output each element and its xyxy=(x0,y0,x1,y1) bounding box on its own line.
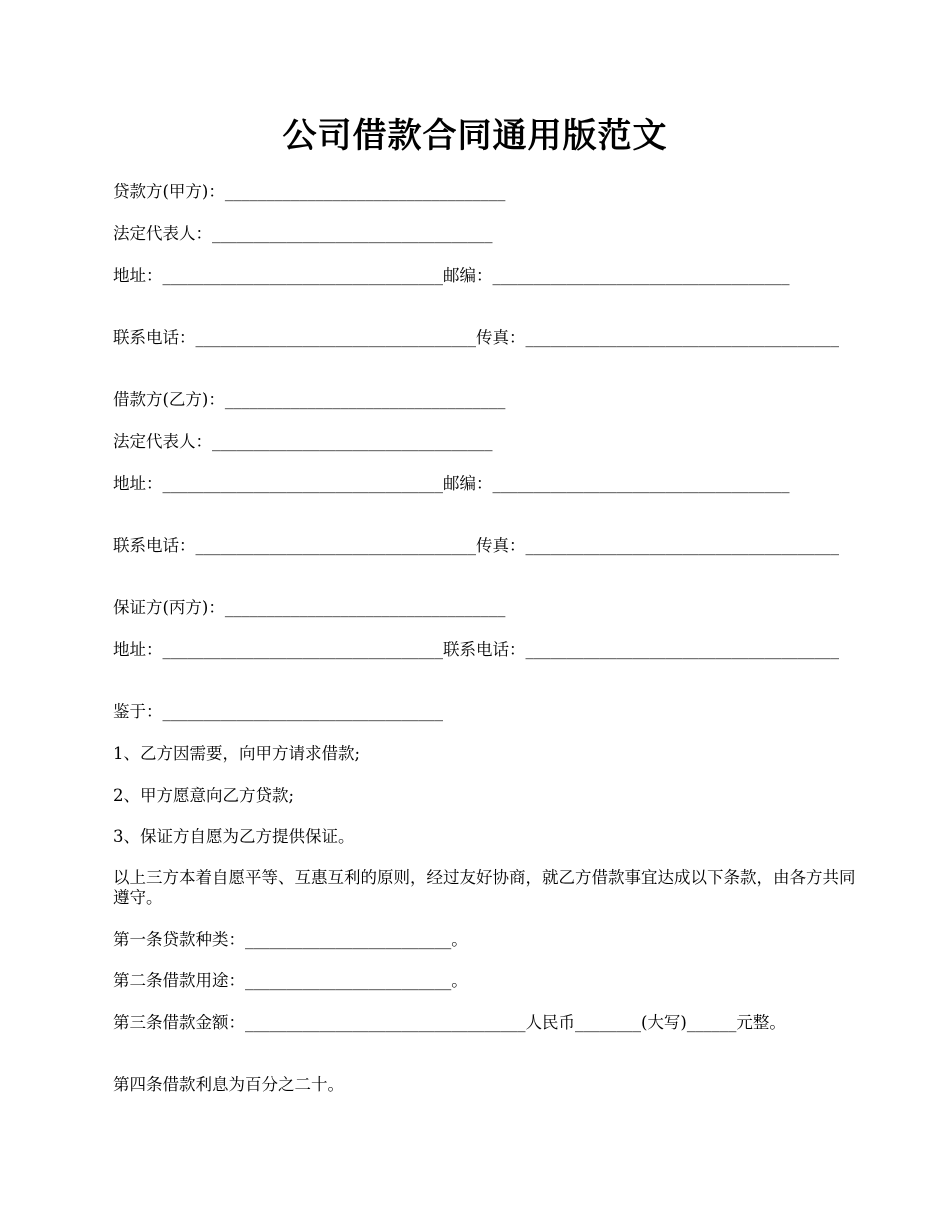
recital-2: 2、甲方愿意向乙方贷款; xyxy=(113,786,295,805)
guarantor-address-line: 地址：__________________________________联系电话：______________________________________ xyxy=(113,640,839,659)
article-2-loan-purpose: 第二条借款用途：_________________________。 xyxy=(113,971,468,990)
preamble-paragraph: 以上三方本着自愿平等、互惠互利的原则，经过友好协商，就乙方借款事宜达成以下条款，由各方共同遵守。 xyxy=(113,868,856,907)
guarantor-name-line: 保证方(丙方)：__________________________________ xyxy=(113,598,506,617)
recital-1: 1、乙方因需要，向甲方请求借款; xyxy=(113,744,361,763)
borrower-address-line: 地址：__________________________________邮编：____________________________________ xyxy=(113,474,790,493)
article-3-loan-amount: 第三条借款金额：__________________________________人民币________(大写)______元整。 xyxy=(113,1013,786,1032)
lender-address-line: 地址：__________________________________邮编：____________________________________ xyxy=(113,266,790,285)
borrower-representative-line: 法定代表人：__________________________________ xyxy=(113,432,493,451)
lender-representative-line: 法定代表人：__________________________________ xyxy=(113,224,493,243)
article-1-loan-type: 第一条贷款种类：_________________________。 xyxy=(113,930,468,949)
lender-name-line: 贷款方(甲方)：__________________________________ xyxy=(113,182,506,201)
document-title: 公司借款合同通用版范文 xyxy=(282,116,668,156)
lender-phone-line: 联系电话：__________________________________传真：______________________________________ xyxy=(113,328,839,347)
borrower-phone-line: 联系电话：__________________________________传真：______________________________________ xyxy=(113,536,839,555)
borrower-name-line: 借款方(乙方)：__________________________________ xyxy=(113,390,506,409)
recital-3: 3、保证方自愿为乙方提供保证。 xyxy=(113,827,355,846)
article-4-loan-interest: 第四条借款利息为百分之二十。 xyxy=(113,1075,344,1094)
whereas-line: 鉴于：__________________________________ xyxy=(113,702,443,721)
